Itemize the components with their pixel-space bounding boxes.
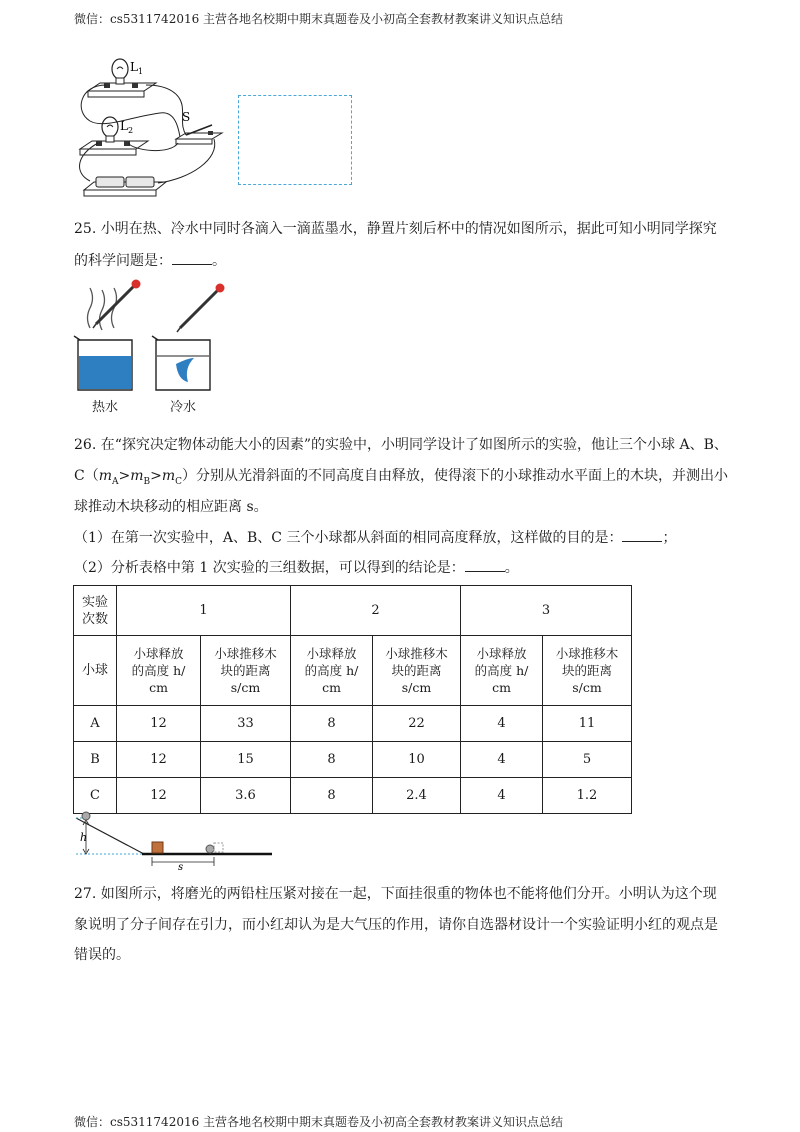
q26-sub1-blank[interactable]: [622, 527, 662, 542]
dropper-bulb-cold: [216, 284, 225, 293]
q25-answer-blank[interactable]: [172, 250, 212, 265]
corner-header: 实验 次数: [74, 586, 117, 636]
q25-line2: 的科学问题是： 。: [74, 250, 724, 271]
table-cell: 4: [461, 742, 543, 778]
ramp-height-label: h: [80, 831, 88, 844]
table-cell: 2.4: [373, 778, 461, 814]
hot-water-label: 热水: [92, 400, 119, 415]
wood-block: [152, 842, 163, 853]
table-cell: 4: [461, 778, 543, 814]
ball-cell: C: [74, 778, 117, 814]
q26-line2: $C(m_A>m_B>m_C)$分别从光滑斜面的不同高度自由释放，使得滚下的小球推动水平面上的木块，并测出小: [74, 468, 729, 487]
height-header: 小球释放 的高度 h/ cm: [461, 636, 543, 706]
q27-line3: 错误的。: [74, 947, 130, 963]
table-row: [74, 742, 632, 778]
q26-sub1: （1）在第一次实验中，A、B、C 三个小球都从斜面的相同高度释放，这样做的目的是： ；: [74, 527, 724, 548]
q25-line1: 25. 小明在热、冷水中同时各滴入一滴蓝墨水，静置片刻后杯中的情况如图所示，据此可知小明同学探究: [74, 221, 717, 237]
table-cell: 3.6: [201, 778, 291, 814]
dropper-bulb-hot: [132, 280, 141, 289]
circuit-figure: [70, 55, 230, 200]
answer-drawing-box: [238, 95, 352, 185]
q27-line1: 27. 如图所示，将磨光的两铅柱压紧对接在一起，下面挂很重的物体也不能将他们分开。小明认为这个现: [74, 886, 717, 902]
ball-cell: A: [74, 706, 117, 742]
table-row: [74, 778, 632, 814]
q27-line2: 象说明了分子间存在引力，而小红却认为是大气压的作用，请你自选器材设计一个实验证明小红的观点是: [74, 917, 718, 933]
switch-label: S: [182, 110, 191, 124]
table-header-row: [74, 586, 632, 636]
beakers-figure: [72, 272, 242, 394]
trial-3-header: 3: [461, 586, 632, 636]
bulb-l1-label: $L_1$: [130, 60, 144, 76]
table-cell: 5: [543, 742, 632, 778]
ramp-distance-label: s: [178, 862, 184, 870]
table-cell: 12: [117, 706, 201, 742]
table-subheader-row: [74, 636, 632, 706]
table-cell: 22: [373, 706, 461, 742]
experiment-table: [73, 585, 632, 814]
hot-water: [79, 356, 131, 389]
bulb-l2-label: $L_2$: [120, 119, 134, 135]
table-cell: 8: [291, 742, 373, 778]
page-header: 微信：cs5311742016 主营各地名校期中期末真题卷及小初高全套教材教案讲义知识点总结: [74, 12, 564, 26]
table-cell: 33: [201, 706, 291, 742]
cold-water-label: 冷水: [170, 400, 197, 415]
table-cell: 12: [117, 742, 201, 778]
distance-header: 小球推移木 块的距离 s/cm: [543, 636, 632, 706]
ball-cell: B: [74, 742, 117, 778]
height-header: 小球释放 的高度 h/ cm: [117, 636, 201, 706]
distance-header: 小球推移木 块的距离 s/cm: [373, 636, 461, 706]
table-cell: 1.2: [543, 778, 632, 814]
table-row: [74, 706, 632, 742]
trial-2-header: 2: [291, 586, 461, 636]
height-header: 小球释放 的高度 h/ cm: [291, 636, 373, 706]
ramp-figure: [72, 810, 277, 870]
q26-line3: 球推动木块移动的相应距离 s。: [74, 499, 268, 515]
page-footer: 微信：cs5311742016 主营各地名校期中期末真题卷及小初高全套教材教案讲义知识点总结: [74, 1115, 564, 1129]
ball-header: 小球: [74, 636, 117, 706]
q26-sub2: （2）分析表格中第 1 次实验的三组数据，可以得到的结论是： 。: [74, 557, 724, 578]
table-cell: 11: [543, 706, 632, 742]
table-cell: 15: [201, 742, 291, 778]
table-cell: 8: [291, 778, 373, 814]
table-cell: 4: [461, 706, 543, 742]
trial-1-header: 1: [117, 586, 291, 636]
q26-sub2-blank[interactable]: [465, 557, 505, 572]
table-cell: 8: [291, 706, 373, 742]
distance-header: 小球推移木 块的距离 s/cm: [201, 636, 291, 706]
cold-ink-drop: [176, 358, 194, 382]
table-cell: 10: [373, 742, 461, 778]
q26-line1: 26. 在“探究决定物体动能大小的因素”的实验中，小明同学设计了如图所示的实验，他让三个小球 A、B、: [74, 437, 728, 453]
ramp-ball: [82, 812, 90, 820]
table-cell: 12: [117, 778, 201, 814]
